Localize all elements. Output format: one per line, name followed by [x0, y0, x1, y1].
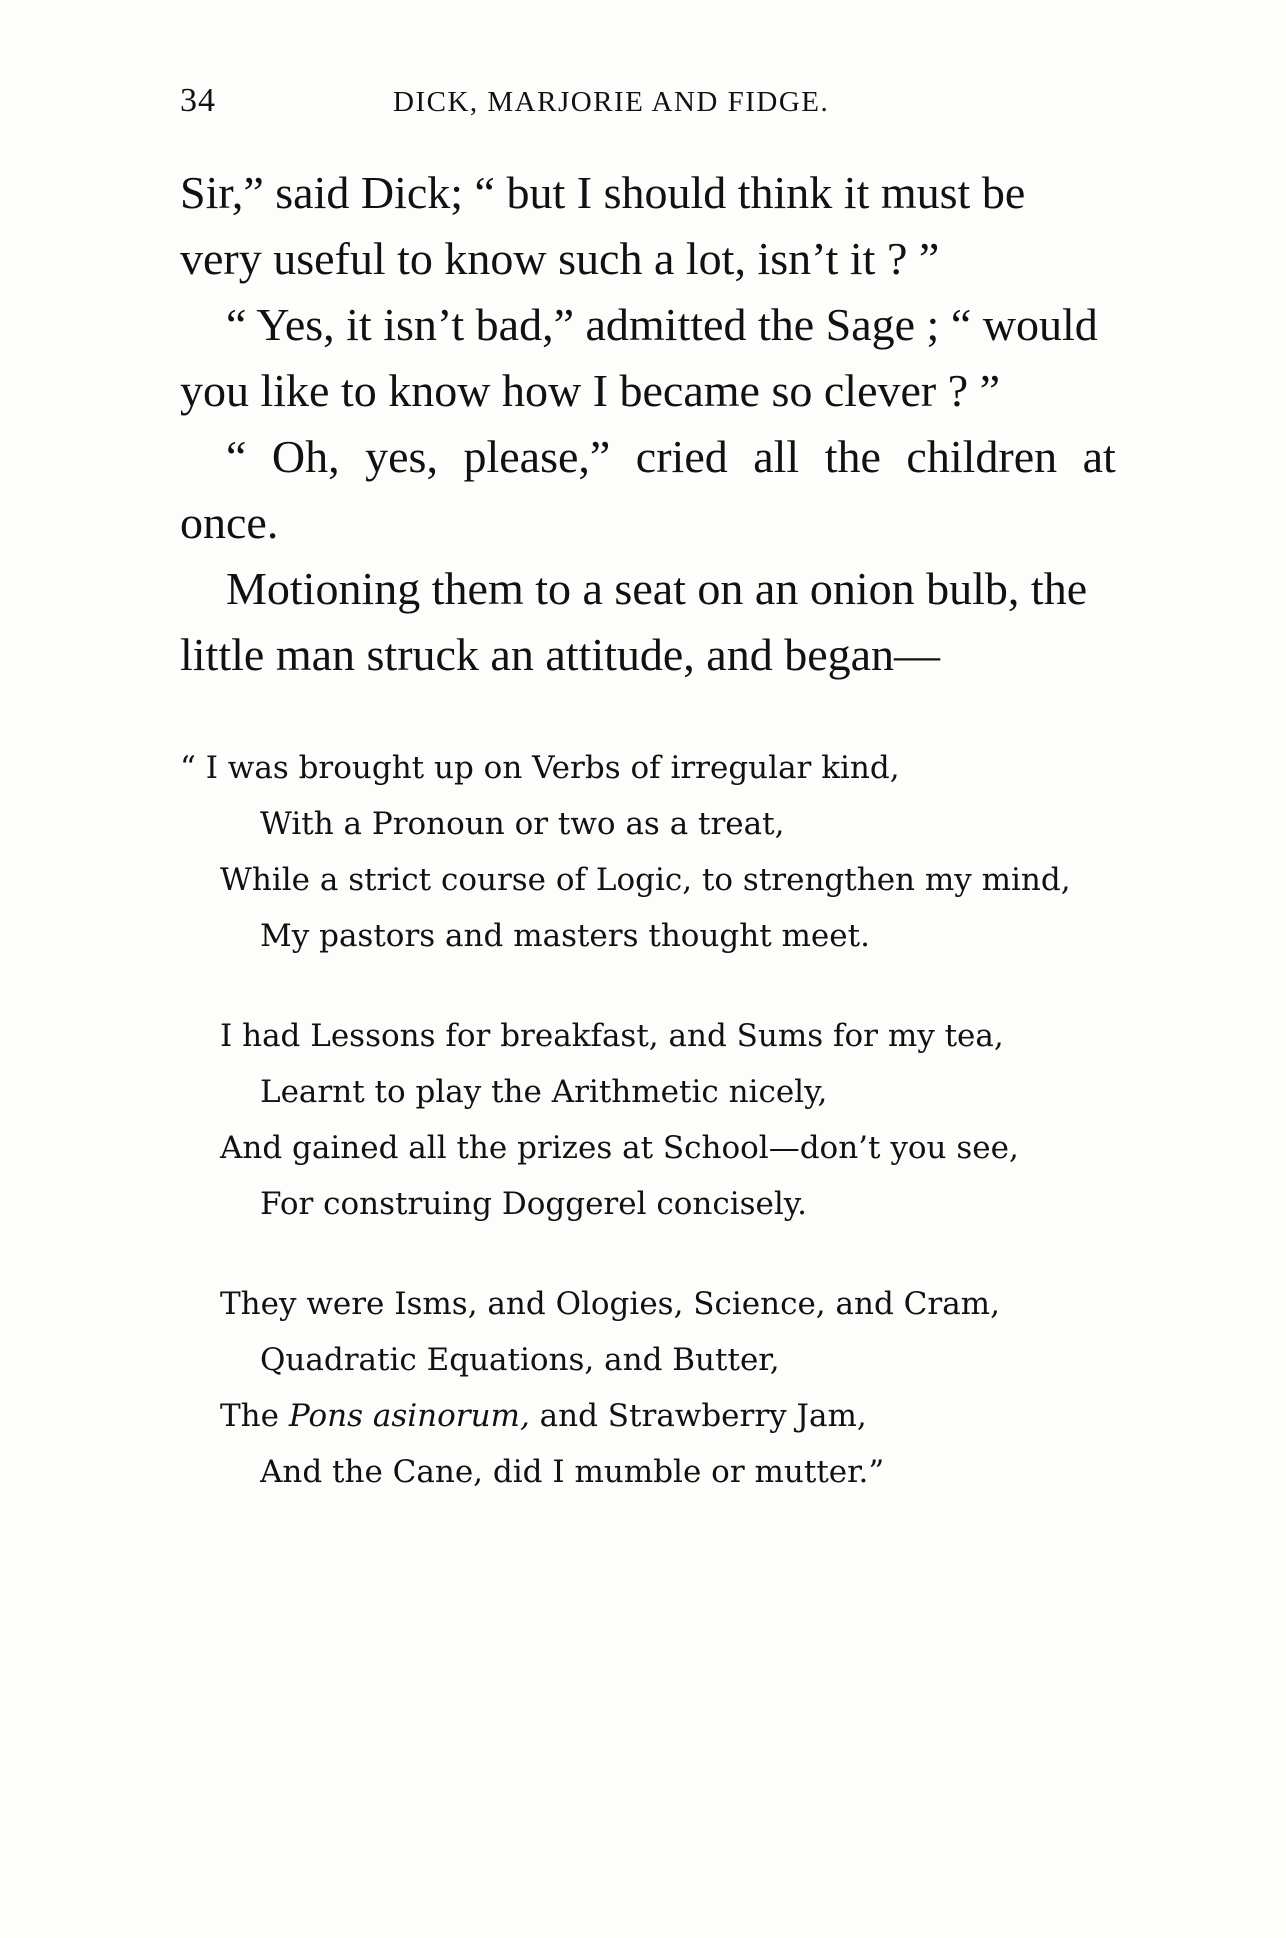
poem-line: They were Isms, and Ologies, Science, and Cram, — [220, 1286, 1000, 1322]
running-head — [180, 82, 1180, 132]
prose-line: you like to know how I became so clever ? ” — [180, 365, 1001, 416]
italic-latin-phrase: Pons asinorum, — [288, 1398, 530, 1434]
poem-line: While a strict course of Logic, to strengthen my mind, — [220, 862, 1071, 898]
running-title: DICK, MARJORIE AND FIDGE. — [393, 86, 830, 118]
poem-text: and Strawberry Jam, — [529, 1398, 867, 1434]
prose-line: Motioning them to a seat on an onion bulb, the — [226, 563, 1088, 614]
poem-line: For construing Doggerel concisely. — [260, 1186, 808, 1222]
poem-line: Learnt to play the Arithmetic nicely, — [260, 1074, 828, 1110]
poem-stanza-2 — [180, 1008, 1190, 1232]
poem-stanza-3 — [180, 1276, 1190, 1500]
prose-line: “ Yes, it isn’t bad,” admitted the Sage ; “ would — [226, 299, 1098, 350]
prose-block — [180, 160, 1180, 688]
poem-line-italic-mixed — [180, 1388, 1190, 1444]
page-number: 34 — [180, 82, 216, 119]
poem — [180, 740, 1190, 1544]
prose-line: Sir,” said Dick; “ but I should think it must be — [180, 167, 1026, 218]
poem-stanza-1 — [180, 740, 1190, 964]
poem-line: Quadratic Equations, and Butter, — [260, 1342, 780, 1378]
prose-line: little man struck an attitude, and began— — [180, 629, 941, 680]
prose-line: very useful to know such a lot, isn’t it ? ” — [180, 233, 940, 284]
poem-text: The — [220, 1398, 289, 1434]
prose-line: once. — [180, 497, 279, 548]
poem-line: I had Lessons for breakfast, and Sums for my tea, — [220, 1018, 1004, 1054]
poem-line: “ I was brought up on Verbs of irregular kind, — [180, 750, 900, 786]
poem-line: And the Cane, did I mumble or mutter.” — [260, 1454, 885, 1490]
poem-line: With a Pronoun or two as a treat, — [260, 806, 785, 842]
poem-line: And gained all the prizes at School—don’t you see, — [220, 1130, 1019, 1166]
prose-line: “ Oh, yes, please,” cried all the children at — [226, 431, 1116, 482]
poem-line: My pastors and masters thought meet. — [260, 918, 870, 954]
